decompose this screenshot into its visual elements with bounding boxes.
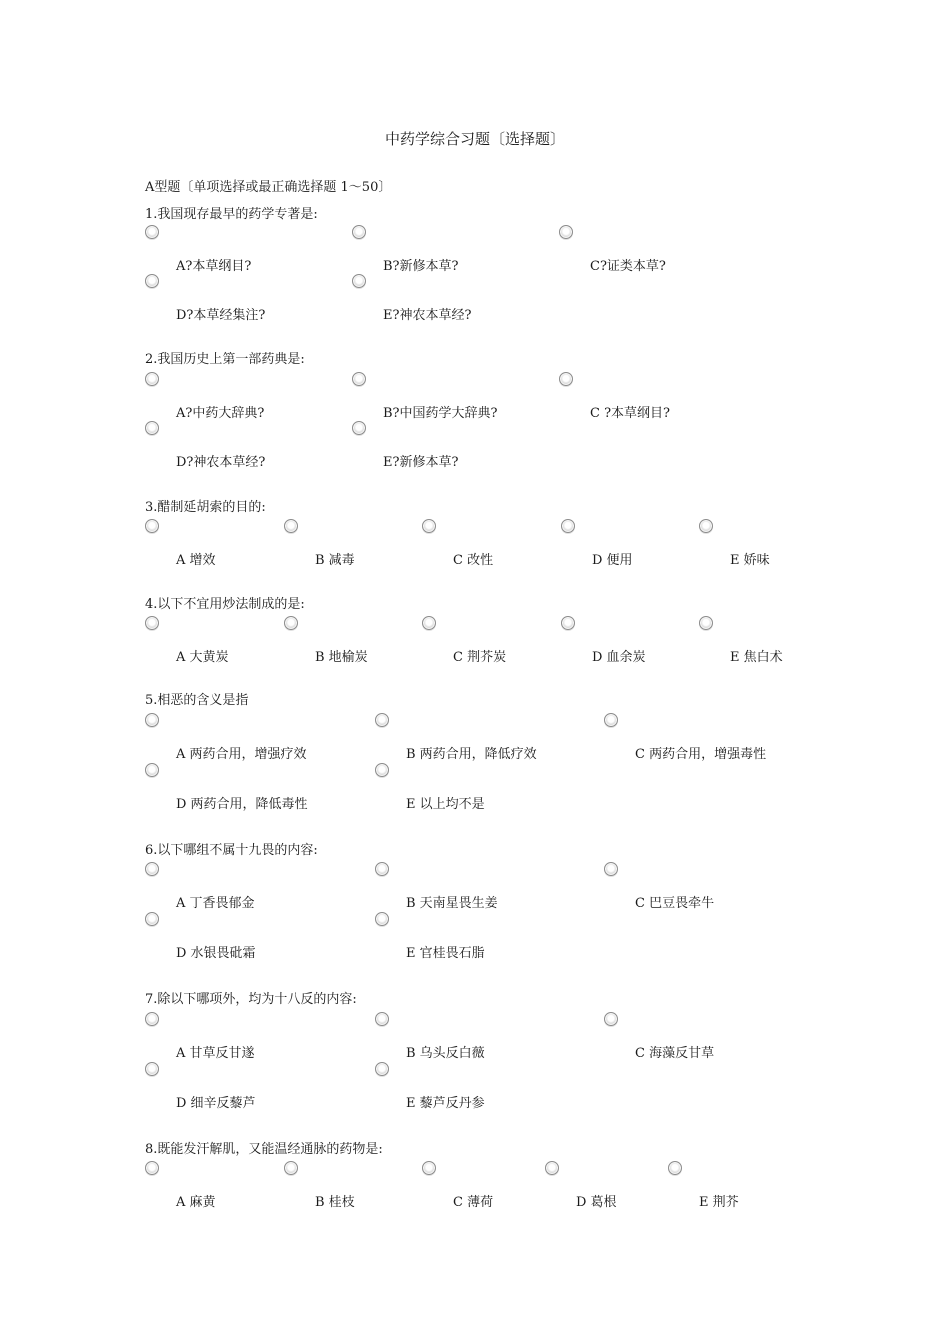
radio-option-b[interactable] xyxy=(375,1012,389,1026)
radio-option-c[interactable] xyxy=(559,225,573,239)
radio-option-c[interactable] xyxy=(604,713,618,727)
radio-option-d[interactable] xyxy=(145,912,159,926)
radio-option-c[interactable] xyxy=(604,1012,618,1026)
radio-option-c[interactable] xyxy=(422,616,436,630)
option-label[interactable]: E 焦白术 xyxy=(730,650,783,665)
radio-option-c[interactable] xyxy=(422,1161,436,1175)
option-label[interactable]: A 增效 xyxy=(176,553,216,568)
radio-option-c[interactable] xyxy=(422,519,436,533)
radio-option-d[interactable] xyxy=(561,519,575,533)
option-label[interactable]: E 以上均不是 xyxy=(406,797,485,812)
radio-option-e[interactable] xyxy=(375,1062,389,1076)
option-label[interactable]: D 两药合用，降低毒性 xyxy=(176,797,308,812)
option-label[interactable]: B 地榆炭 xyxy=(315,650,368,665)
option-label[interactable]: A?本草纲目? xyxy=(176,259,252,274)
radio-option-d[interactable] xyxy=(545,1161,559,1175)
radio-option-e[interactable] xyxy=(699,616,713,630)
option-label[interactable]: C 两药合用，增强毒性 xyxy=(635,747,767,762)
radio-option-a[interactable] xyxy=(145,1012,159,1026)
option-label[interactable]: C 薄荷 xyxy=(453,1195,494,1210)
option-label[interactable]: C 荆芥炭 xyxy=(453,650,507,665)
radio-option-e[interactable] xyxy=(352,421,366,435)
radio-option-c[interactable] xyxy=(559,372,573,386)
option-label[interactable]: C 巴豆畏牵牛 xyxy=(635,896,715,911)
radio-option-a[interactable] xyxy=(145,862,159,876)
option-label[interactable]: B?中国药学大辞典? xyxy=(383,406,498,421)
section-heading: A型题〔单项选择或最正确选择题 1～50〕 xyxy=(145,180,392,195)
radio-option-a[interactable] xyxy=(145,713,159,727)
radio-option-b[interactable] xyxy=(352,225,366,239)
option-label[interactable]: B 两药合用，降低疗效 xyxy=(406,747,537,762)
question-stem: 3.醋制延胡索的目的: xyxy=(145,500,266,515)
radio-option-b[interactable] xyxy=(284,616,298,630)
option-label[interactable]: E 藜芦反丹参 xyxy=(406,1096,485,1111)
option-label[interactable]: E?神农本草经? xyxy=(383,308,472,323)
option-label[interactable]: B 减毒 xyxy=(315,553,355,568)
radio-option-a[interactable] xyxy=(145,616,159,630)
radio-option-a[interactable] xyxy=(145,372,159,386)
radio-option-e[interactable] xyxy=(375,763,389,777)
question-stem: 8.既能发汗解肌，又能温经通脉的药物是: xyxy=(145,1142,383,1157)
option-label[interactable]: E 娇味 xyxy=(730,553,770,568)
question-stem: 7.除以下哪项外，均为十八反的内容: xyxy=(145,992,357,1007)
option-label[interactable]: A 大黄炭 xyxy=(176,650,229,665)
option-label[interactable]: B?新修本草? xyxy=(383,259,459,274)
radio-option-d[interactable] xyxy=(145,763,159,777)
radio-option-d[interactable] xyxy=(145,274,159,288)
option-label[interactable]: D?本草经集注? xyxy=(176,308,266,323)
option-label[interactable]: B 乌头反白薇 xyxy=(406,1046,485,1061)
option-label[interactable]: D 水银畏砒霜 xyxy=(176,946,256,961)
document-title: 中药学综合习题〔选择题〕 xyxy=(384,130,565,148)
option-label[interactable]: E?新修本草? xyxy=(383,455,459,470)
radio-option-b[interactable] xyxy=(284,519,298,533)
radio-option-e[interactable] xyxy=(699,519,713,533)
question-stem: 4.以下不宜用炒法制成的是: xyxy=(145,597,305,612)
radio-option-b[interactable] xyxy=(352,372,366,386)
option-label[interactable]: D 细辛反藜芦 xyxy=(176,1096,256,1111)
radio-option-e[interactable] xyxy=(668,1161,682,1175)
option-label[interactable]: D?神农本草经? xyxy=(176,455,266,470)
option-label[interactable]: A?中药大辞典? xyxy=(176,406,265,421)
question-stem: 5.相恶的含义是指 xyxy=(145,693,249,708)
option-label[interactable]: E 官桂畏石脂 xyxy=(406,946,485,961)
question-stem: 1.我国现存最早的药学专著是: xyxy=(145,207,318,222)
option-label[interactable]: B 天南星畏生姜 xyxy=(406,896,498,911)
option-label[interactable]: C 改性 xyxy=(453,553,494,568)
radio-option-d[interactable] xyxy=(561,616,575,630)
option-label[interactable]: A 丁香畏郁金 xyxy=(176,896,255,911)
radio-option-d[interactable] xyxy=(145,1062,159,1076)
option-label[interactable]: A 麻黄 xyxy=(176,1195,216,1210)
radio-option-c[interactable] xyxy=(604,862,618,876)
radio-option-b[interactable] xyxy=(375,713,389,727)
radio-option-d[interactable] xyxy=(145,421,159,435)
radio-option-a[interactable] xyxy=(145,225,159,239)
option-label[interactable]: C 海藻反甘草 xyxy=(635,1046,715,1061)
radio-option-b[interactable] xyxy=(375,862,389,876)
option-label[interactable]: B 桂枝 xyxy=(315,1195,355,1210)
question-stem: 2.我国历史上第一部药典是: xyxy=(145,352,305,367)
radio-option-a[interactable] xyxy=(145,1161,159,1175)
option-label[interactable]: A 两药合用，增强疗效 xyxy=(176,747,307,762)
radio-option-b[interactable] xyxy=(284,1161,298,1175)
radio-option-a[interactable] xyxy=(145,519,159,533)
question-stem: 6.以下哪组不属十九畏的内容: xyxy=(145,843,318,858)
radio-option-e[interactable] xyxy=(375,912,389,926)
option-label[interactable]: C?证类本草? xyxy=(590,259,666,274)
option-label[interactable]: C ?本草纲目? xyxy=(590,406,671,421)
option-label[interactable]: D 血余炭 xyxy=(592,650,646,665)
option-label[interactable]: A 甘草反甘遂 xyxy=(176,1046,255,1061)
option-label[interactable]: D 葛根 xyxy=(576,1195,617,1210)
radio-option-e[interactable] xyxy=(352,274,366,288)
option-label[interactable]: D 便用 xyxy=(592,553,633,568)
option-label[interactable]: E 荆芥 xyxy=(699,1195,739,1210)
